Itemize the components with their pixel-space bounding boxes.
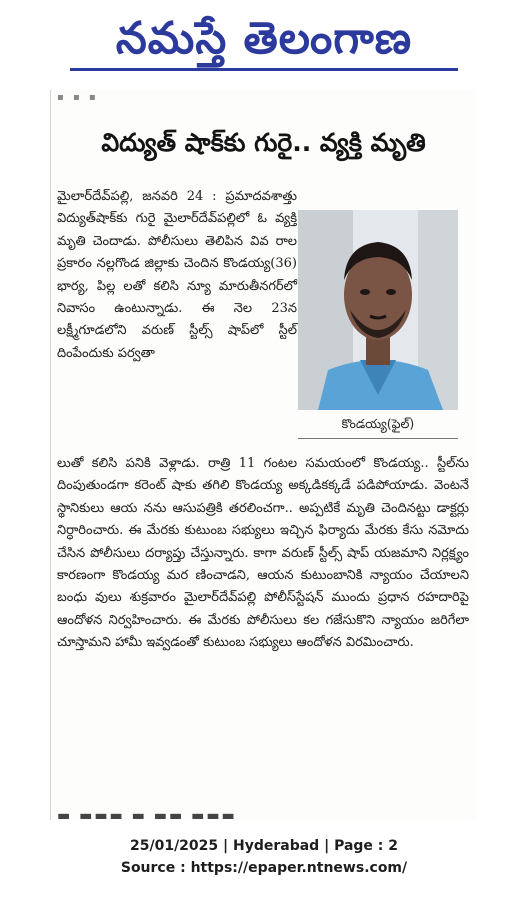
edition-info: 25/01/2025 | Hyderabad | Page : 2: [129, 838, 399, 854]
cropped-text-fragment-bottom: ▬ ▬▬▬ ▬ ▬▬ ▬▬▬: [57, 808, 237, 820]
article-headline: విద్యుత్ షాక్‌కు గురై.. వ్యక్తి మృతి: [101, 128, 426, 157]
masthead-underline: [70, 68, 458, 71]
portrait-image: [298, 210, 458, 410]
photo-caption: కొండయ్య(ఫైల్): [341, 416, 415, 431]
source-link[interactable]: Source : https://epaper.ntnews.com/: [120, 860, 408, 876]
cropped-text-fragment-top: ▪ ▪ ▪: [57, 92, 99, 103]
masthead-title: నమస్తే తెలంగాణ: [115, 13, 413, 64]
article-photo: [298, 210, 458, 410]
article-clipping: [50, 90, 476, 820]
caption-divider: [298, 438, 458, 439]
article-body-full: లుతో కలిసి పనికి వెళ్లాడు. రాత్రి 11 గంటల సమయంలో కొండయ్య.. స్టీల్‌ను దింపుతుండగా కరెంట్ షాకు తగిలి కొండయ్య అక్కడికక్కడే పడిపోయాడు. వెంటనే స్థానికులు ఆయ నను ఆసుపత్రికి తరలించగా.. అప్పటికే మృతి చెందినట్టు డాక్టర్లు నిర్ధారించారు. ఈ మేరకు కుటుంబ సభ్యులు ఇచ్చిన ఫిర్యాదు మేరకు కేసు నమోదు చేసిన పోలీసులు దర్యాప్తు చేస్తున్నారు. కాగా వరుణ్ స్టీల్స్ షాప్ యజమాని నిర్లక్ష్యం కారణంగా కొండయ్య మర ణించాడని, ఆయన కుటుంబానికి న్యాయం చేయాలని బంధు వులు శుక్రవారం మైలార్‌దేవ్‌పల్లి పోలీస్‌స్టేషన్ ముందు ప్రధాన రహదారిపై ఆందోళన నిర్వహించారు. ఈ మేరకు పోలీసులు కల గజేసుకొని న్యాయం జరిగేలా చూస్తామని హామీ ఇవ్వడంతో కుటుంబ సభ్యులు ఆందోళన విరమించారు.: [57, 456, 469, 651]
masthead: [0, 0, 528, 78]
article-body-column: మైలార్‌దేవ్‌పల్లి, జనవరి 24 : ప్రమాదవశాత్తు విద్యుత్‌షాక్‌కు గురై మైలార్‌దేవ్‌పల్లిలో ఓ వ్యక్తి మృతి చెందాడు. పోలీసులు తెలిపిన వివ రాల ప్రకారం నల్లగొండ జిల్లాకు చెందిన కొండయ్య(36) భార్య, పిల్ల లతో కలిసి న్యూ మారుతీనగర్‌లో నివాసం ఉంటున్నాడు. ఈ నెల 23న లక్ష్మీగూడలోని వరుణ్ స్టీల్స్ షాప్‌లో స్టీల్ దింపేందుకు పర్వతా: [57, 189, 297, 361]
